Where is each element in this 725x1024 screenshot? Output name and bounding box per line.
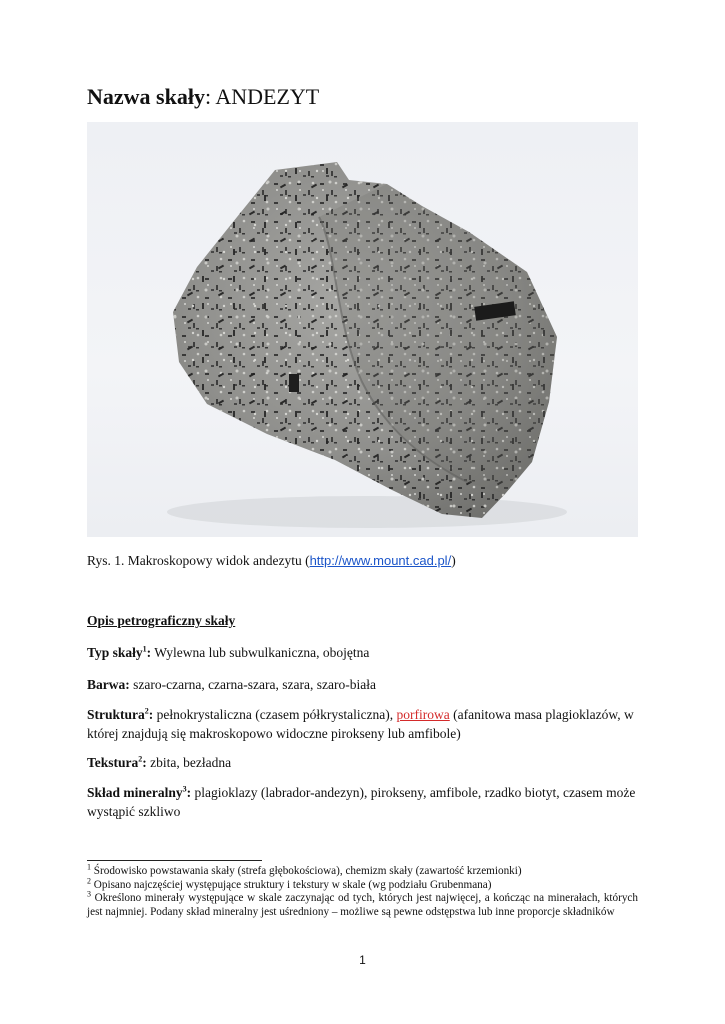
footnote-2 [87, 875, 638, 893]
field-value: pełnokrystaliczna (czasem półkrystaliczna), [153, 707, 397, 722]
field-colon: : [146, 645, 152, 660]
porphyritic-link[interactable]: porfirowa [396, 707, 450, 722]
caption-link[interactable]: http://www.mount.cad.pl/ [309, 553, 452, 568]
section-heading: Opis petrograficzny skały [87, 613, 236, 628]
field-label: Barwa: [87, 677, 130, 692]
field-colon: : [186, 785, 192, 800]
field-label-text: Typ skały [87, 645, 143, 660]
field-value: Wylewna lub subwulkaniczna, obojętna [151, 645, 370, 660]
field-colon: : [148, 707, 154, 722]
field-label-text: Struktura [87, 707, 145, 722]
footnote-text: Środowisko powstawania skały (strefa głębokościowa), chemizm skały (zawartość krzemionki) [91, 865, 522, 877]
rock-photo [87, 122, 638, 537]
field-value-continued: (afanitowa masa plagioklazów, w której znajdują się makroskopowo widoczne pirokseny lub amfibole) [87, 707, 634, 741]
footnote-3 [87, 889, 638, 919]
field-colon: : [142, 755, 147, 770]
page-number: 1 [359, 953, 366, 967]
field-label [87, 755, 147, 770]
footnote-text: Opisano najczęściej występujące struktury i tekstury w skale (wg podziału Grubenmana) [91, 878, 492, 891]
figure-caption [87, 553, 456, 569]
footnote-1 [87, 862, 638, 879]
field-value: szaro-czarna, czarna-szara, szara, szaro-biała [129, 677, 376, 692]
field-structure [87, 705, 638, 743]
field-rock-type [87, 643, 638, 662]
footnote-ref: 3 [182, 784, 187, 794]
field-value: zbita, bezładna [146, 755, 232, 770]
field-label [87, 785, 191, 800]
field-texture [87, 753, 638, 772]
page-title [87, 84, 319, 110]
footnote-separator [87, 860, 262, 861]
footnote-number: 3 [87, 889, 91, 899]
field-color [87, 675, 638, 694]
footnote-text: Określono minerały występujące w skale zaczynając od tych, których jest najwięcej, a kończąc na minerałach, których jest najmniej. Podany skład mineralny jest uśredniony – możliwe są pewne odstępstwa lub inne proporcje składników [87, 892, 638, 918]
footnote-number: 2 [87, 875, 91, 885]
field-label [87, 645, 151, 660]
field-label-text: Skład mineralny [87, 785, 183, 800]
footnote-ref: 1 [142, 644, 147, 654]
footnote-number: 1 [87, 862, 91, 872]
title-label: Nazwa skały [87, 84, 205, 109]
andesite-rock-image [87, 122, 638, 537]
footnotes [87, 862, 638, 919]
footnote-ref: 2 [138, 754, 143, 764]
caption-text: Rys. 1. Makroskopowy widok andezytu ( [87, 553, 310, 568]
field-value: plagioklazy (labrador-andezyn), pirokseny, amfibole, rzadko biotyt, czasem może wystąpić szkliwo [87, 785, 636, 819]
footnote-ref: 2 [144, 706, 149, 716]
title-value: : ANDEZYT [204, 84, 320, 109]
field-mineral-composition [87, 783, 638, 821]
caption-suffix: ) [451, 553, 456, 568]
field-label-text: Tekstura [87, 755, 139, 770]
field-label [87, 707, 153, 722]
